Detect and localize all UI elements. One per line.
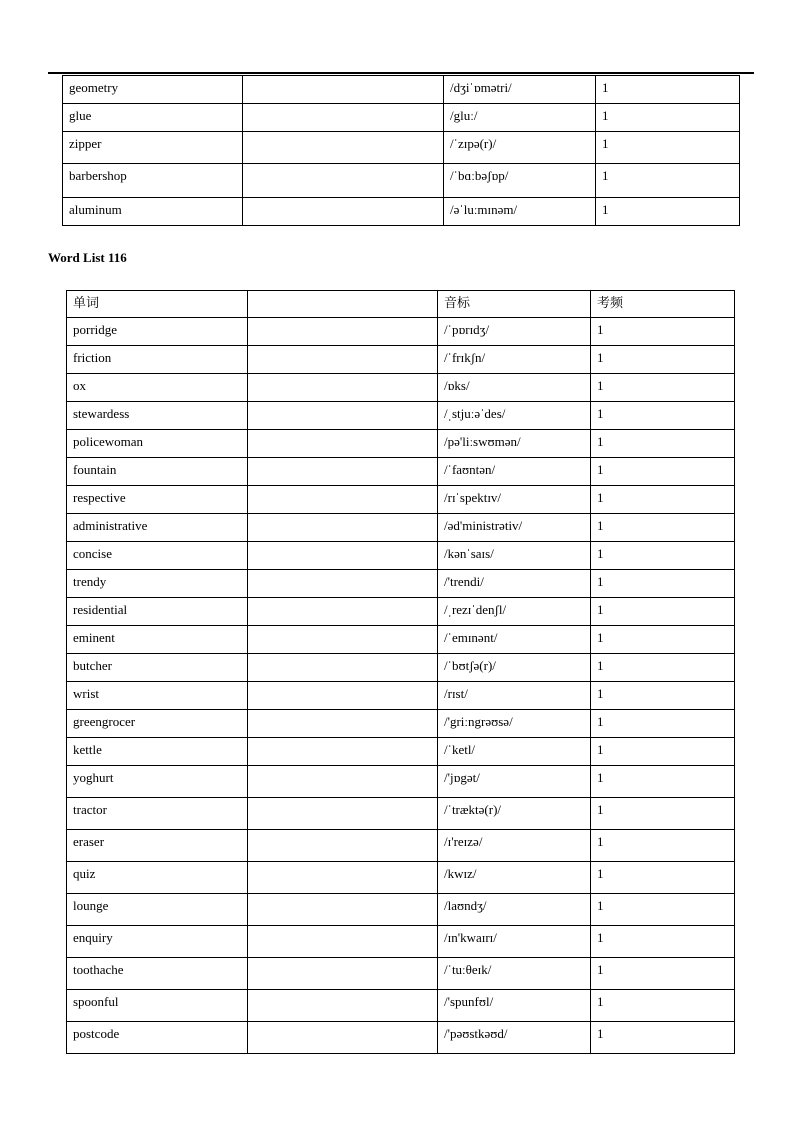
cell-note: [248, 514, 438, 542]
cell-word: yoghurt: [67, 766, 248, 798]
cell-phonetic: /'spunfʊl/: [438, 990, 591, 1022]
cell-frequency: 1: [591, 542, 735, 570]
table-row: [63, 198, 740, 226]
cell-phonetic: /rɪst/: [438, 682, 591, 710]
cell-phonetic: /ˌrezɪˈdenʃl/: [438, 598, 591, 626]
cell-frequency: 1: [596, 198, 740, 226]
cell-note: [248, 626, 438, 654]
cell-note: [248, 346, 438, 374]
table-row: [67, 626, 735, 654]
word-list-table-body: [67, 291, 735, 1054]
cell-note: [248, 486, 438, 514]
cell-frequency: 1: [591, 738, 735, 766]
cell-note: [248, 926, 438, 958]
cell-note: [248, 738, 438, 766]
cell-frequency: 1: [591, 766, 735, 798]
cell-phonetic: /kənˈsaɪs/: [438, 542, 591, 570]
page-top-rule: [48, 72, 754, 74]
table-row: [67, 862, 735, 894]
table-row: [67, 654, 735, 682]
cell-word: glue: [63, 104, 243, 132]
table-row: [63, 164, 740, 198]
cell-word: trendy: [67, 570, 248, 598]
cell-phonetic: /ˈtuːθeɪk/: [438, 958, 591, 990]
cell-phonetic: /ˈbɑːbəʃɒp/: [444, 164, 596, 198]
header-frequency: 考频: [591, 291, 735, 318]
cell-word: lounge: [67, 894, 248, 926]
cell-phonetic: /ˌstjuːəˈdes/: [438, 402, 591, 430]
cell-phonetic: /əd'ministrətiv/: [438, 514, 591, 542]
cell-word: concise: [67, 542, 248, 570]
cell-phonetic: /ˈketl/: [438, 738, 591, 766]
cell-word: respective: [67, 486, 248, 514]
table-row: [63, 76, 740, 104]
cell-frequency: 1: [596, 132, 740, 164]
cell-frequency: 1: [596, 76, 740, 104]
cell-frequency: 1: [591, 318, 735, 346]
cell-frequency: 1: [591, 958, 735, 990]
header-word: 单词: [67, 291, 248, 318]
header-note: [248, 291, 438, 318]
cell-frequency: 1: [591, 798, 735, 830]
word-list-title: Word List 116: [48, 250, 127, 265]
table-row: [67, 458, 735, 486]
table-row: [67, 798, 735, 830]
cell-phonetic: /'jɒgət/: [438, 766, 591, 798]
table-row: [67, 990, 735, 1022]
cell-note: [248, 374, 438, 402]
cell-phonetic: /ɒks/: [438, 374, 591, 402]
cell-phonetic: /ˈtræktə(r)/: [438, 798, 591, 830]
cell-note: [248, 654, 438, 682]
table-row: [67, 926, 735, 958]
cell-note: [248, 1022, 438, 1054]
cell-frequency: 1: [591, 598, 735, 626]
cell-word: greengrocer: [67, 710, 248, 738]
cell-phonetic: /'griːngrəʊsə/: [438, 710, 591, 738]
cell-note: [248, 710, 438, 738]
cell-word: quiz: [67, 862, 248, 894]
cell-word: policewoman: [67, 430, 248, 458]
cell-frequency: 1: [591, 374, 735, 402]
cell-frequency: 1: [591, 830, 735, 862]
cell-phonetic: /ɪn'kwaɪrɪ/: [438, 926, 591, 958]
table-row: [67, 598, 735, 626]
cell-note: [248, 798, 438, 830]
cell-note: [248, 318, 438, 346]
cell-word: enquiry: [67, 926, 248, 958]
previous-word-table: [62, 75, 740, 226]
cell-frequency: 1: [591, 862, 735, 894]
cell-frequency: 1: [591, 990, 735, 1022]
cell-word: aluminum: [63, 198, 243, 226]
cell-phonetic: /ˈpɒrɪdʒ/: [438, 318, 591, 346]
table-row: [67, 570, 735, 598]
table-row: [67, 710, 735, 738]
cell-note: [248, 990, 438, 1022]
header-phonetic: 音标: [438, 291, 591, 318]
cell-word: eraser: [67, 830, 248, 862]
cell-word: geometry: [63, 76, 243, 104]
cell-word: ox: [67, 374, 248, 402]
cell-phonetic: /ˈfaʊntən/: [438, 458, 591, 486]
cell-word: postcode: [67, 1022, 248, 1054]
cell-phonetic: /gluː/: [444, 104, 596, 132]
cell-phonetic: /kwɪz/: [438, 862, 591, 894]
cell-phonetic: /'trendi/: [438, 570, 591, 598]
cell-word: friction: [67, 346, 248, 374]
cell-note: [243, 132, 444, 164]
cell-phonetic: /ɪ'reɪzə/: [438, 830, 591, 862]
cell-frequency: 1: [591, 710, 735, 738]
table-row: [67, 830, 735, 862]
cell-note: [248, 766, 438, 798]
table-row: [67, 318, 735, 346]
cell-note: [243, 76, 444, 104]
table-header-row: [67, 291, 735, 318]
cell-word: stewardess: [67, 402, 248, 430]
cell-frequency: 1: [596, 104, 740, 132]
cell-frequency: 1: [596, 164, 740, 198]
cell-note: [248, 402, 438, 430]
cell-word: butcher: [67, 654, 248, 682]
cell-phonetic: /pə'liːswʊmən/: [438, 430, 591, 458]
table-row: [67, 766, 735, 798]
cell-note: [248, 894, 438, 926]
table-row: [67, 958, 735, 990]
table-row: [67, 682, 735, 710]
cell-note: [248, 598, 438, 626]
cell-phonetic: /ˈzɪpə(r)/: [444, 132, 596, 164]
cell-frequency: 1: [591, 486, 735, 514]
cell-frequency: 1: [591, 894, 735, 926]
table-row: [67, 486, 735, 514]
cell-phonetic: /laʊndʒ/: [438, 894, 591, 926]
cell-word: administrative: [67, 514, 248, 542]
cell-frequency: 1: [591, 682, 735, 710]
cell-word: porridge: [67, 318, 248, 346]
cell-note: [248, 542, 438, 570]
cell-word: toothache: [67, 958, 248, 990]
cell-word: wrist: [67, 682, 248, 710]
cell-phonetic: /dʒiˈɒmətri/: [444, 76, 596, 104]
word-list-table: [66, 290, 735, 1054]
cell-frequency: 1: [591, 626, 735, 654]
cell-word: fountain: [67, 458, 248, 486]
cell-phonetic: /rɪˈspektɪv/: [438, 486, 591, 514]
cell-note: [248, 958, 438, 990]
cell-frequency: 1: [591, 926, 735, 958]
cell-word: kettle: [67, 738, 248, 766]
cell-note: [248, 458, 438, 486]
cell-word: residential: [67, 598, 248, 626]
cell-word: barbershop: [63, 164, 243, 198]
previous-word-table-body: [63, 76, 740, 226]
table-row: [67, 346, 735, 374]
cell-note: [243, 164, 444, 198]
cell-word: tractor: [67, 798, 248, 830]
table-row: [67, 1022, 735, 1054]
cell-note: [243, 198, 444, 226]
cell-word: eminent: [67, 626, 248, 654]
table-row: [63, 132, 740, 164]
cell-frequency: 1: [591, 346, 735, 374]
cell-word: spoonful: [67, 990, 248, 1022]
cell-note: [248, 430, 438, 458]
table-row: [67, 514, 735, 542]
cell-frequency: 1: [591, 430, 735, 458]
table-row: [67, 402, 735, 430]
cell-frequency: 1: [591, 1022, 735, 1054]
cell-note: [248, 570, 438, 598]
cell-phonetic: /'pəʊstkəʊd/: [438, 1022, 591, 1054]
cell-frequency: 1: [591, 654, 735, 682]
cell-frequency: 1: [591, 514, 735, 542]
cell-phonetic: /ˈbʊtʃə(r)/: [438, 654, 591, 682]
cell-frequency: 1: [591, 570, 735, 598]
cell-note: [248, 862, 438, 894]
cell-phonetic: /əˈluːmɪnəm/: [444, 198, 596, 226]
cell-note: [248, 830, 438, 862]
table-row: [67, 430, 735, 458]
table-row: [63, 104, 740, 132]
cell-phonetic: /ˈemɪnənt/: [438, 626, 591, 654]
cell-word: zipper: [63, 132, 243, 164]
cell-note: [243, 104, 444, 132]
table-row: [67, 894, 735, 926]
cell-note: [248, 682, 438, 710]
cell-frequency: 1: [591, 458, 735, 486]
cell-phonetic: /ˈfrɪkʃn/: [438, 346, 591, 374]
table-row: [67, 738, 735, 766]
table-row: [67, 542, 735, 570]
cell-frequency: 1: [591, 402, 735, 430]
table-row: [67, 374, 735, 402]
